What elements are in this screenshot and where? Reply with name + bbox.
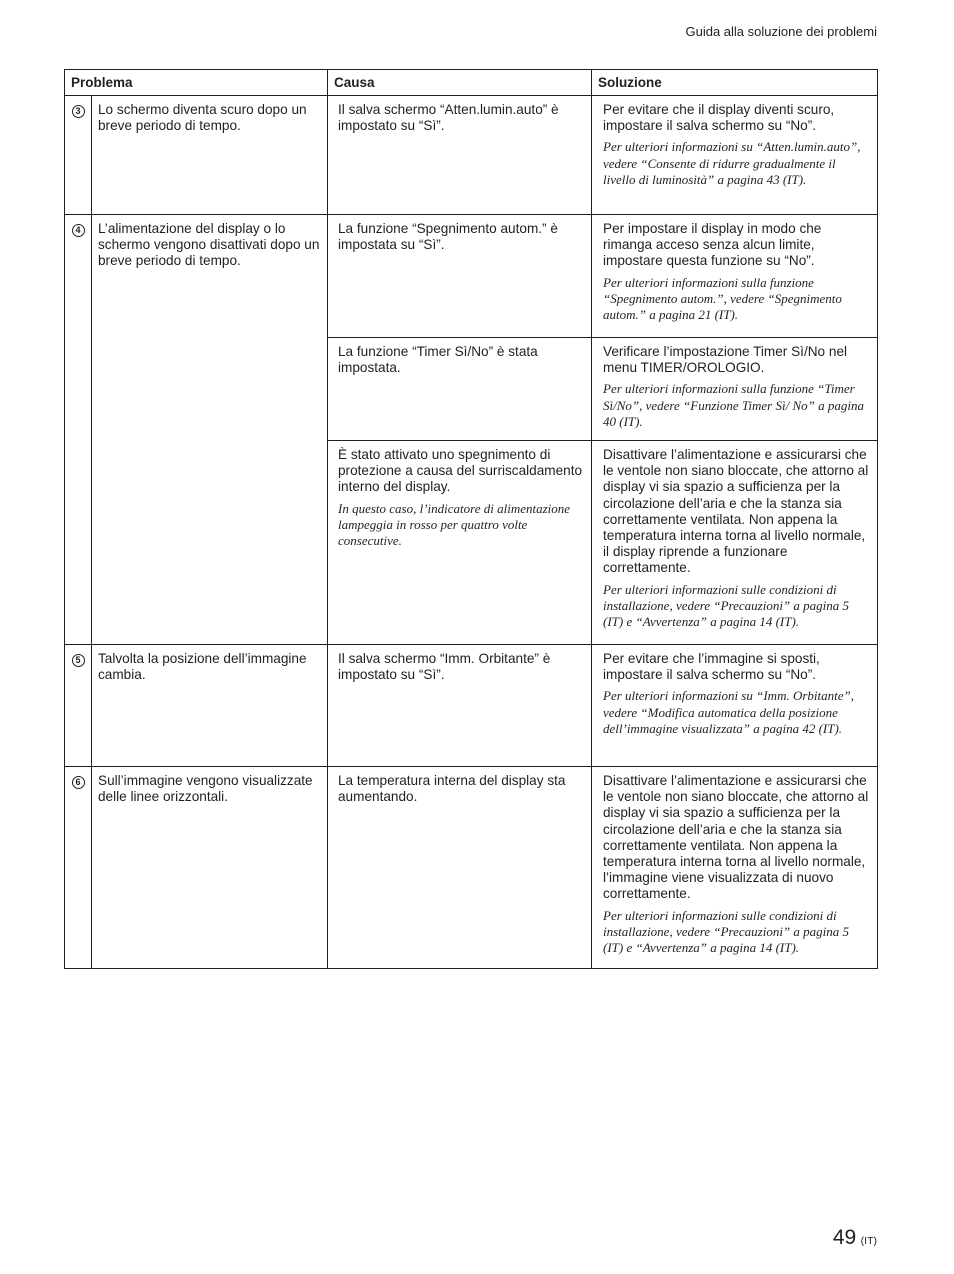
solution-cell bbox=[592, 767, 878, 969]
solution-note: Per ulteriori informazioni sulla funzione “Spegnimento autom.”, vedere “Spegnimento autom.” a pagina 21 (IT). bbox=[603, 274, 842, 323]
solution-note: Per ulteriori informazioni su “Atten.lumin.auto”, vedere “Consente di ridurre gradualmente il livello di luminosità” a pagina 43 (IT). bbox=[603, 139, 861, 187]
problem-number bbox=[65, 215, 92, 645]
solution-note: Per ulteriori informazioni sulla funzione “Timer Sì/No”, vedere “Funzione Timer Sì/ No” a pagina 40 (IT). bbox=[603, 381, 864, 429]
solution-cell bbox=[592, 441, 878, 645]
solution-note: Per ulteriori informazioni sulle condizioni di installazione, vedere “Precauzioni” a pagina 5 (IT) e “Avvertenza” a pagina 14 (IT). bbox=[603, 581, 850, 630]
table-row bbox=[65, 96, 878, 215]
cause-cell bbox=[328, 338, 592, 441]
table-row bbox=[65, 645, 878, 767]
header-cause: Causa bbox=[328, 70, 592, 96]
problem-number bbox=[65, 767, 92, 969]
problem-number-badge: 4 bbox=[72, 224, 85, 237]
problem-number-badge: 6 bbox=[72, 776, 85, 789]
problem-cell bbox=[92, 96, 328, 215]
solution-text: Per evitare che il display diventi scuro, impostare il salva schermo su “No”. bbox=[603, 102, 835, 134]
cause-cell bbox=[328, 215, 592, 338]
header-solution: Soluzione bbox=[592, 70, 878, 96]
problem-number-badge: 5 bbox=[72, 654, 85, 667]
problem-text: Sull’immagine vengono visualizzate delle linee orizzontali. bbox=[98, 773, 313, 805]
problem-text: Lo schermo diventa scuro dopo un breve periodo di tempo. bbox=[98, 102, 307, 134]
cause-text: La funzione “Timer Sì/No” è stata impostata. bbox=[338, 344, 538, 376]
solution-text: Per evitare che l’immagine si sposti, impostare il salva schermo su “No”. bbox=[603, 651, 820, 683]
problem-cell bbox=[92, 767, 328, 969]
problem-cell bbox=[92, 215, 328, 645]
page-number-value: 49 bbox=[832, 1226, 857, 1249]
solution-text: Disattivare l’alimentazione e assicurarsi che le ventole non siano bloccate, che attorno al display vi sia spazio a sufficienza per la circolazione dell’aria e che la stanza sia correttamente ventilata. Non appena la temperatura interna torna al livello normale, il display riprende a funzionare correttamente. bbox=[603, 447, 869, 576]
cause-cell bbox=[328, 441, 592, 645]
problem-number-badge: 3 bbox=[72, 105, 85, 118]
solution-note: Per ulteriori informazioni su “Imm. Orbitante”, vedere “Modifica automatica della posizione dell’immagine visualizzata” a pagina 42 (IT). bbox=[603, 688, 854, 736]
cause-text: Il salva schermo “Atten.lumin.auto” è impostato su “Sì”. bbox=[338, 102, 559, 134]
header-problem: Problema bbox=[65, 70, 328, 96]
problem-text: Talvolta la posizione dell’immagine cambia. bbox=[98, 651, 307, 683]
running-head: Guida alla soluzione dei problemi bbox=[685, 24, 877, 39]
page-number bbox=[833, 1226, 877, 1250]
problem-cell bbox=[92, 645, 328, 767]
problem-text: L’alimentazione del display o lo schermo vengono disattivati dopo un breve periodo di tempo. bbox=[98, 221, 320, 269]
table-header-row bbox=[65, 70, 878, 96]
cause-text: La funzione “Spegnimento autom.” è impostata su “Sì”. bbox=[338, 221, 558, 253]
problem-number bbox=[65, 645, 92, 767]
cause-text: È stato attivato uno spegnimento di protezione a causa del surriscaldamento interno del display. bbox=[338, 447, 583, 495]
solution-cell bbox=[592, 215, 878, 338]
problem-number bbox=[65, 96, 92, 215]
cause-text: Il salva schermo “Imm. Orbitante” è impostato su “Sì”. bbox=[338, 651, 551, 683]
troubleshooting-table bbox=[64, 69, 878, 969]
cause-note: In questo caso, l’indicatore di alimentazione lampeggia in rosso per quattro volte consecutive. bbox=[338, 500, 571, 549]
cause-cell bbox=[328, 767, 592, 969]
cause-cell bbox=[328, 96, 592, 215]
table-row bbox=[65, 215, 878, 338]
solution-text: Per impostare il display in modo che rimanga acceso senza alcun limite, impostare questa funzione su “No”. bbox=[603, 221, 822, 269]
solution-cell bbox=[592, 338, 878, 441]
solution-text: Disattivare l’alimentazione e assicurarsi che le ventole non siano bloccate, che attorno al display vi sia spazio a sufficienza per la circolazione dell’aria e che la stanza sia correttamente ventilata. Non appena la temperatura interna torna al livello normale, l’immagine viene visualizzata di nuovo correttamente. bbox=[603, 773, 869, 902]
solution-note: Per ulteriori informazioni sulle condizioni di installazione, vedere “Precauzioni” a pagina 5 (IT) e “Avvertenza” a pagina 14 (IT). bbox=[603, 907, 850, 956]
page-language: (IT) bbox=[860, 1235, 877, 1247]
solution-text: Verificare l’impostazione Timer Sì/No nel menu TIMER/OROLOGIO. bbox=[603, 344, 848, 376]
solution-cell bbox=[592, 96, 878, 215]
solution-cell bbox=[592, 645, 878, 767]
cause-cell bbox=[328, 645, 592, 767]
table-row bbox=[65, 767, 878, 969]
cause-text: La temperatura interna del display sta aumentando. bbox=[338, 773, 566, 805]
